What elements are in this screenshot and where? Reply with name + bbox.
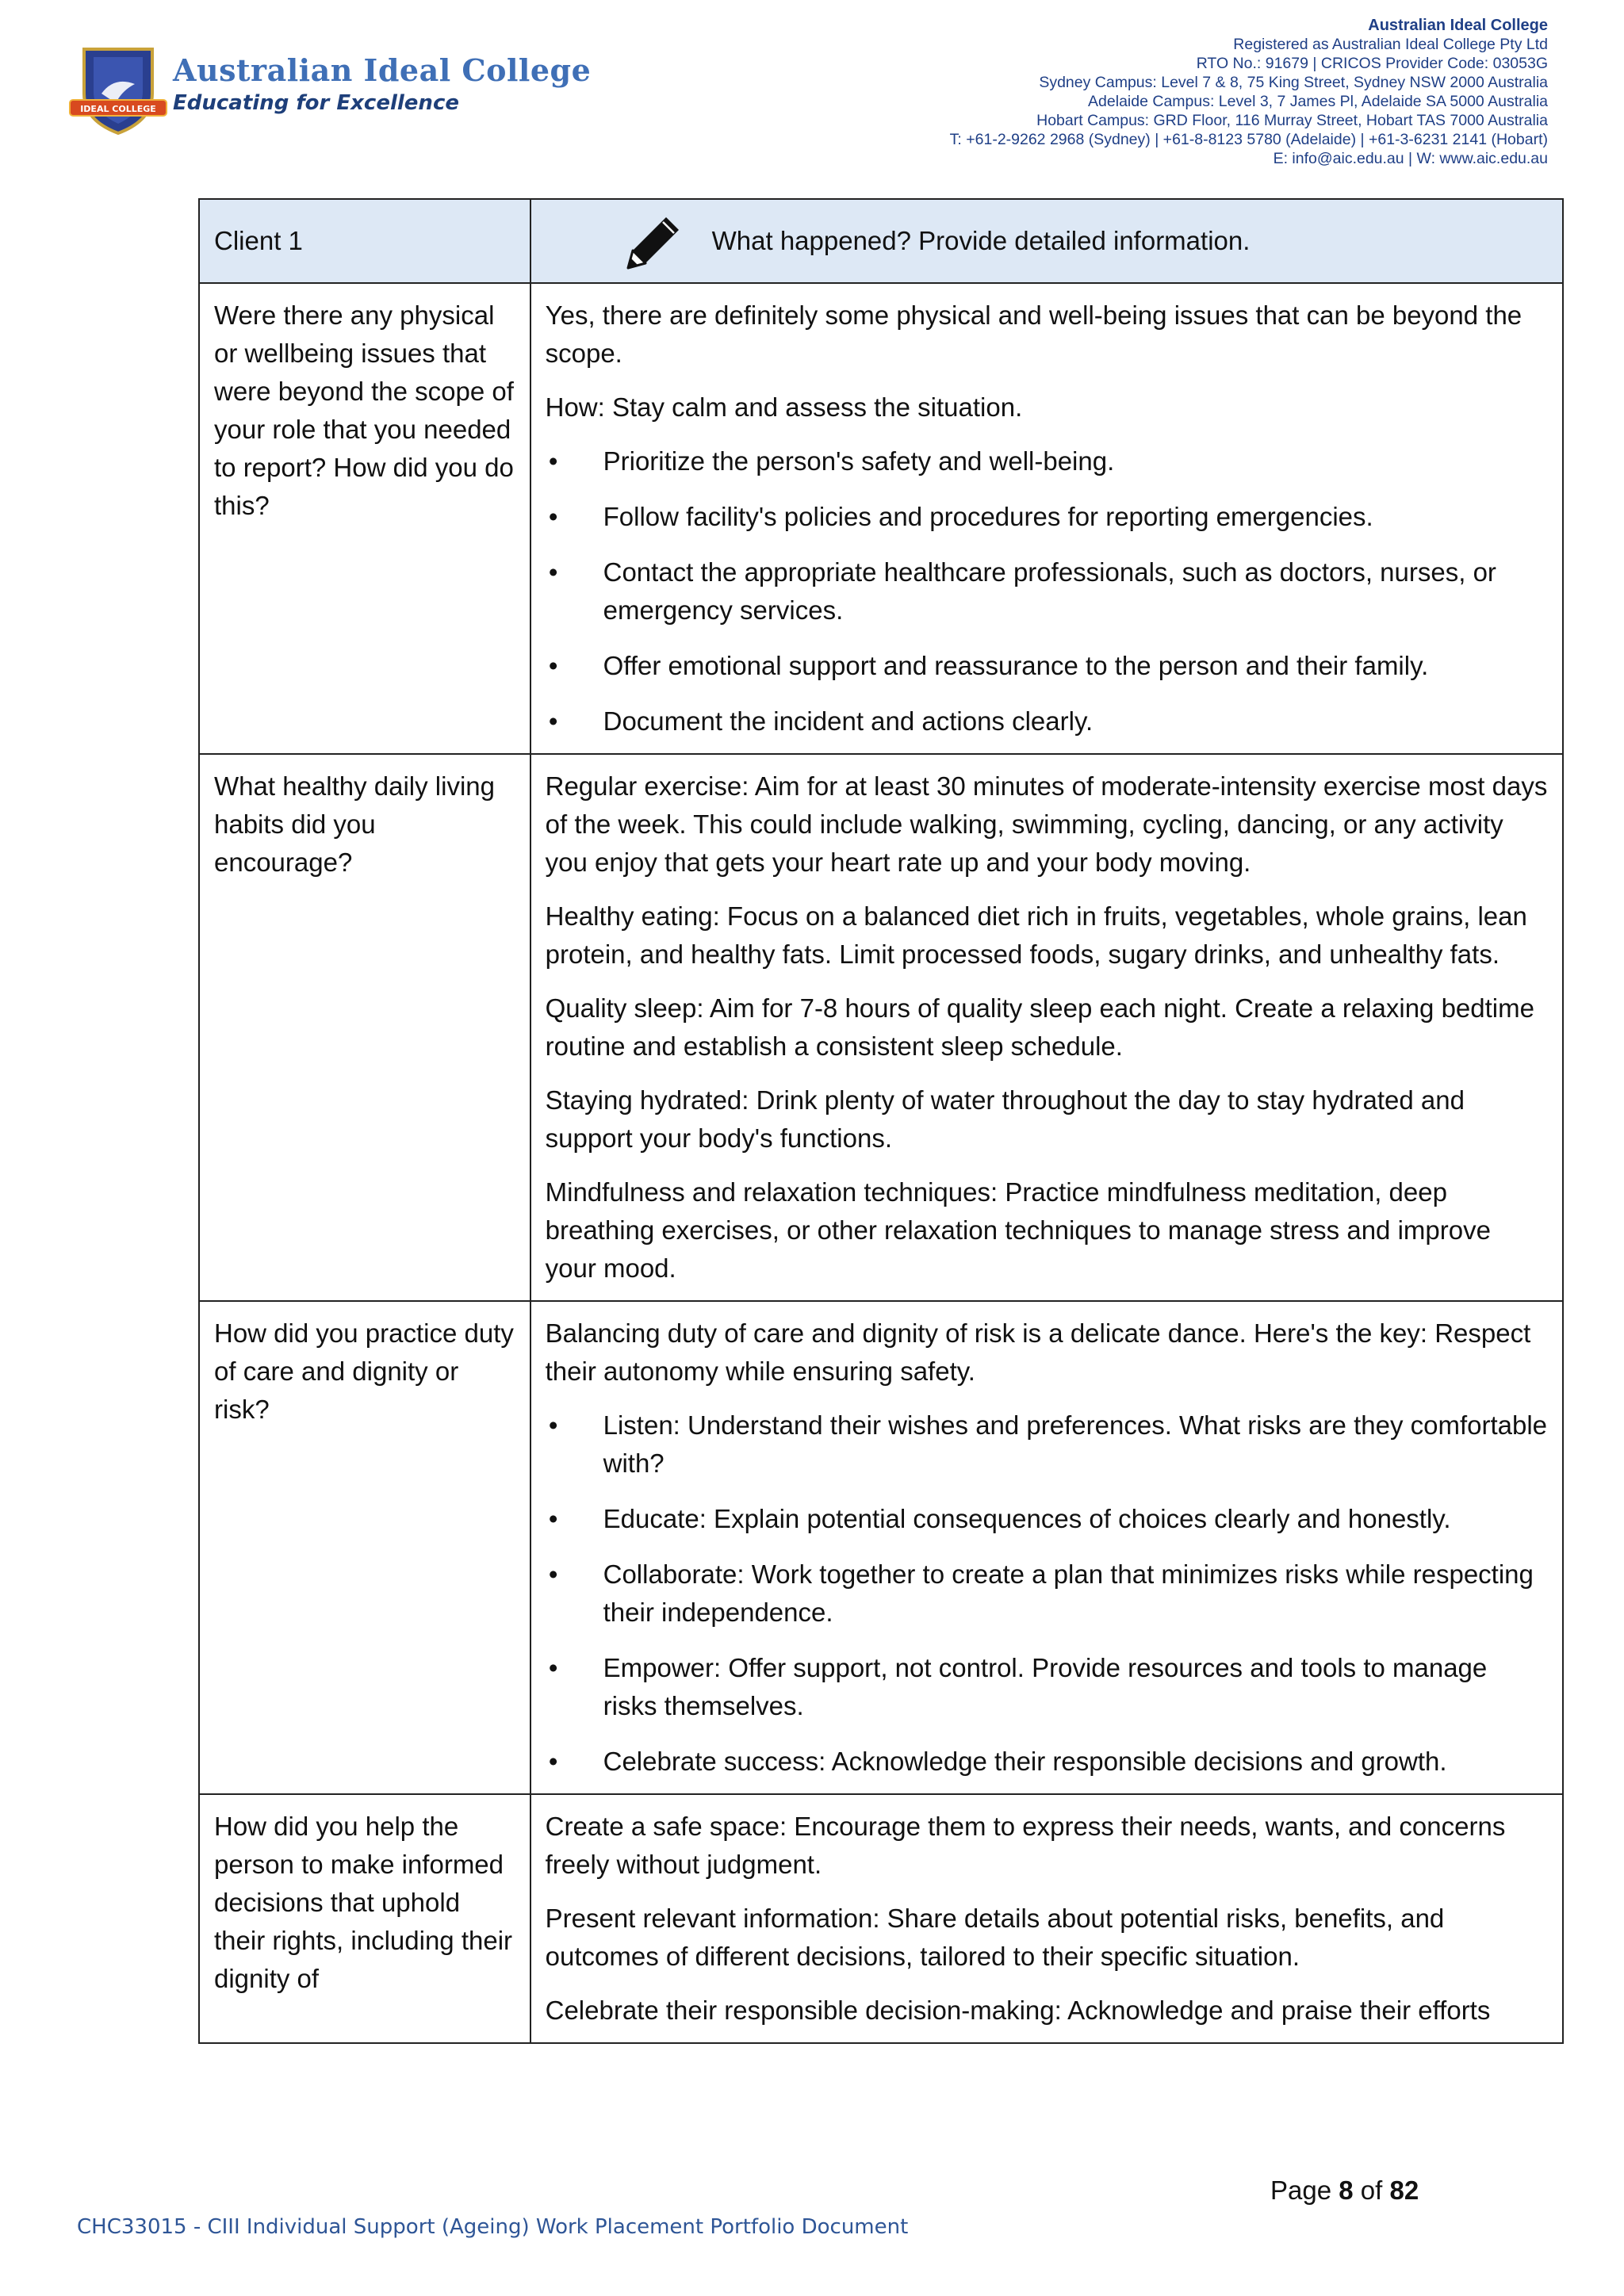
list-item-text: Contact the appropriate healthcare professionals, such as doctors, nurses, or emergency services. <box>603 557 1496 625</box>
answer-cell <box>530 283 1563 754</box>
answer-bullet-list <box>546 1406 1548 1781</box>
address-line: Hobart Campus: GRD Floor, 116 Murray Street, Hobart TAS 7000 Australia <box>1036 112 1548 129</box>
answer-paragraph: Create a safe space: Encourage them to express their needs, wants, and concerns freely without judgment. <box>545 1812 1506 1879</box>
list-item-text: Follow facility's policies and procedures for reporting emergencies. <box>603 502 1373 531</box>
answer-paragraph: Regular exercise: Aim for at least 30 minutes of moderate-intensity exercise most days of the week. This could include walking, swimming, cycling, dancing, or any activity you enjoy that gets your heart rate up and your body moving. <box>545 771 1548 877</box>
list-item-text: Prioritize the person's safety and well-being. <box>603 446 1115 476</box>
footer-document-title: CHC33015 - CIII Individual Support (Ageing) Work Placement Portfolio Document <box>77 2215 909 2239</box>
answer-bullet-list <box>546 442 1548 740</box>
address-line: T: +61-2-9262 2968 (Sydney) | +61-8-8123 5780 (Adelaide) | +61-3-6231 2141 (Hobart) <box>949 131 1548 148</box>
list-item-text: Document the incident and actions clearly. <box>603 706 1094 736</box>
bullet-icon: • <box>548 706 558 736</box>
page-word: Page <box>1270 2175 1332 2205</box>
list-item-text: Offer emotional support and reassurance to the person and their family. <box>603 651 1429 680</box>
answer-paragraph: Present relevant information: Share details about potential risks, benefits, and outcomes of different decisions, tailored to their specific situation. <box>545 1904 1445 1971</box>
table-row <box>199 754 1563 1301</box>
table-row <box>199 1794 1563 2043</box>
answer-cell <box>530 1794 1563 2043</box>
answer-paragraph: Balancing duty of care and dignity of risk is a delicate dance. Here's the key: Respect their autonomy while ensuring safety. <box>545 1318 1531 1386</box>
bullet-icon: • <box>548 557 558 587</box>
table-header-prompt-text: What happened? Provide detailed information. <box>711 226 1251 255</box>
bullet-icon: • <box>548 651 558 680</box>
answer-paragraph: Yes, there are definitely some physical and well-being issues that can be beyond the scope. <box>545 300 1522 368</box>
list-item-text: Listen: Understand their wishes and preferences. What risks are they comfortable with? <box>603 1410 1548 1478</box>
crest-icon <box>67 44 170 136</box>
list-item-text: Collaborate: Work together to create a plan that minimizes risks while respecting their independence. <box>603 1559 1534 1627</box>
answer-paragraph: Healthy eating: Focus on a balanced diet rich in fruits, vegetables, whole grains, lean protein, and healthy fats. Limit processed foods, sugary drinks, and unhealthy fats. <box>545 901 1527 969</box>
list-item <box>546 442 1548 480</box>
crest-banner-text: IDEAL COLLEGE <box>80 104 156 114</box>
bullet-icon: • <box>548 446 558 476</box>
answer-paragraph: Mindfulness and relaxation techniques: Practice mindfulness meditation, deep breathing exercises, or other relaxation techniques to manage stress and improve your mood. <box>545 1177 1491 1283</box>
address-line: E: info@aic.edu.au | W: www.aic.edu.au <box>1273 150 1548 167</box>
answer-paragraph: Quality sleep: Aim for 7-8 hours of quality sleep each night. Create a relaxing bedtime routine and establish a consistent sleep schedule. <box>545 993 1534 1061</box>
table-header-client: Client 1 <box>199 199 530 283</box>
list-item <box>546 1556 1548 1632</box>
brand-tagline: Educating for Excellence <box>173 91 459 115</box>
table-row <box>199 1301 1563 1794</box>
list-item <box>546 702 1548 740</box>
brand-name: Australian Ideal College <box>173 52 592 88</box>
bullet-icon: • <box>548 1559 558 1589</box>
list-item-text: Empower: Offer support, not control. Provide resources and tools to manage risks themselves. <box>603 1653 1488 1720</box>
bullet-icon: • <box>548 502 558 531</box>
answer-paragraph: Staying hydrated: Drink plenty of water throughout the day to stay hydrated and support your body's functions. <box>545 1085 1465 1153</box>
page-total: 82 <box>1389 2175 1419 2205</box>
address-line: Adelaide Campus: Level 3, 7 James Pl, Adelaide SA 5000 Australia <box>1088 93 1548 110</box>
table-header-row <box>199 199 1563 283</box>
college-logo <box>67 44 592 136</box>
client-report-table <box>198 198 1564 2044</box>
answer-paragraph: Celebrate their responsible decision-making: Acknowledge and praise their efforts <box>545 1996 1491 2025</box>
list-item <box>546 1743 1548 1781</box>
page-number <box>1270 2175 1419 2206</box>
list-item <box>546 1500 1548 1538</box>
answer-cell <box>530 754 1563 1301</box>
list-item <box>546 553 1548 629</box>
question-cell: Were there any physical or wellbeing issues that were beyond the scope of your role that you needed to report? How did you do this? <box>199 283 530 754</box>
list-item <box>546 1649 1548 1725</box>
bullet-icon: • <box>548 1653 558 1682</box>
address-line: RTO No.: 91679 | CRICOS Provider Code: 03053G <box>1196 55 1548 72</box>
bullet-icon: • <box>548 1504 558 1533</box>
bullet-icon: • <box>548 1747 558 1776</box>
address-line: Registered as Australian Ideal College Pty Ltd <box>1233 36 1548 53</box>
address-line: Australian Ideal College <box>1368 17 1548 34</box>
list-item <box>546 498 1548 536</box>
pencil-icon <box>623 212 684 273</box>
address-line: Sydney Campus: Level 7 & 8, 75 King Street, Sydney NSW 2000 Australia <box>1039 74 1548 91</box>
answer-cell <box>530 1301 1563 1794</box>
answer-paragraph: How: Stay calm and assess the situation. <box>545 392 1023 422</box>
list-item-text: Educate: Explain potential consequences of choices clearly and honestly. <box>603 1504 1451 1533</box>
list-item-text: Celebrate success: Acknowledge their responsible decisions and growth. <box>603 1747 1447 1776</box>
page-of: of <box>1360 2175 1383 2205</box>
table-header-prompt <box>530 199 1563 283</box>
page-current: 8 <box>1339 2175 1354 2205</box>
question-cell: What healthy daily living habits did you encourage? <box>199 754 530 1301</box>
college-address-block <box>950 16 1548 168</box>
question-cell: How did you help the person to make informed decisions that uphold their rights, including their dignity of <box>199 1794 530 2043</box>
table-row <box>199 283 1563 754</box>
bullet-icon: • <box>548 1410 558 1440</box>
list-item <box>546 647 1548 685</box>
question-cell: How did you practice duty of care and dignity or risk? <box>199 1301 530 1794</box>
list-item <box>546 1406 1548 1483</box>
